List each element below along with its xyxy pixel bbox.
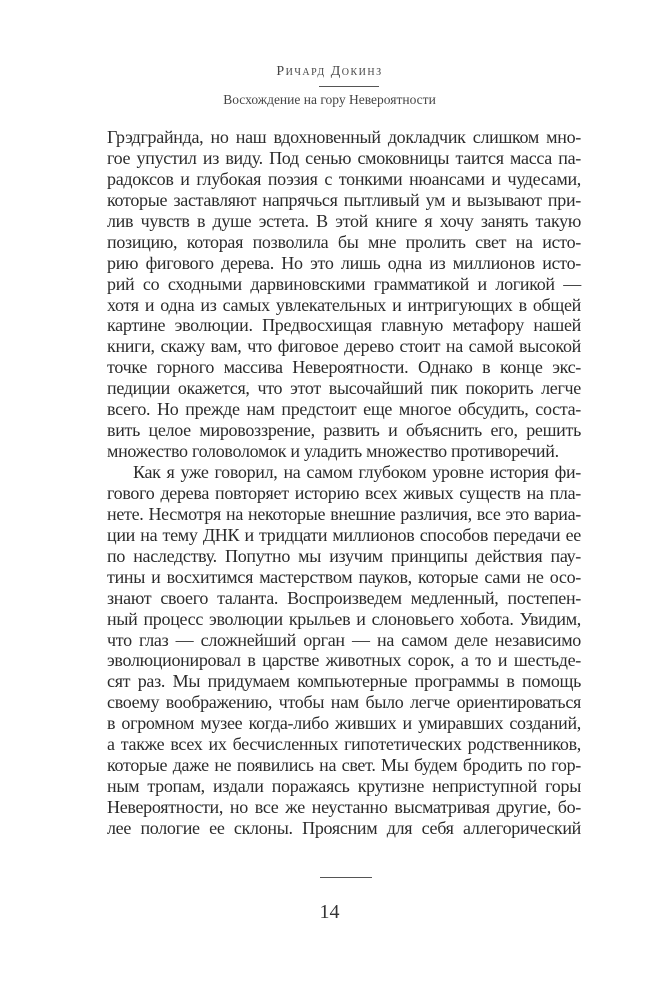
text-line: хотя и одна из самых увлекательных и интригующих в общей — [107, 294, 581, 315]
text-line: гового дерева повторяет историю всех живых существ на пла- — [107, 482, 581, 503]
running-header-author: Ричард Докинз — [276, 64, 383, 79]
text-line: радоксов и глубокая поэзия с тонкими нюансами и чудесами, — [107, 168, 581, 189]
text-line: гое упустил из виду. Под сенью смоковницы таится масса па- — [107, 147, 581, 168]
running-header-book-title: Восхождение на гору Невероятности — [223, 92, 436, 107]
text-line: рию фигового дерева. Но это лишь одна из миллионов исто- — [107, 252, 581, 273]
paragraph — [107, 127, 581, 462]
text-line: которые даже не появились на свет. Мы будем бродить по гор- — [107, 755, 581, 776]
text-line: эволюционировал в царстве животных сорок, а то и шестьде- — [107, 650, 581, 671]
text-line: картине эволюции. Предвосхищая главную метафору нашей — [107, 315, 581, 336]
text-line: ный процесс эволюции крыльев и слоновьего хобота. Увидим, — [107, 608, 581, 629]
paragraph — [107, 462, 581, 839]
text-line: педиции окажется, что этот высочайший пик покорить легче — [107, 378, 581, 399]
text-line: всего. Но прежде нам предстоит еще многое обсудить, соста- — [107, 399, 581, 420]
text-line: своему воображению, чтобы нам было легче ориентироваться — [107, 692, 581, 713]
text-line: Как я уже говорил, на самом глубоком уровне история фи- — [133, 462, 581, 482]
text-line: вить целое мировоззрение, развить и объяснить его, решить — [107, 420, 581, 441]
text-line: что глаз — сложнейший орган — на самом деле независимо — [107, 629, 581, 650]
page-number: 14 — [319, 901, 340, 923]
text-line: лее пологие ее склоны. Проясним для себя аллегорический — [107, 817, 581, 838]
text-line: знают своего таланта. Воспроизведем медленный, постепен- — [107, 587, 581, 608]
body-text — [107, 127, 581, 839]
text-line: точке горного массива Невероятности. Однако в конце экс- — [107, 357, 581, 378]
text-line: рий со сходными дарвиновскими грамматикой и логикой — — [107, 273, 581, 294]
text-line: позицию, которая позволила бы мне пролить свет на исто- — [107, 231, 581, 252]
text-line: в огромном музее когда-либо живших и умиравших созданий, — [107, 713, 581, 734]
text-line: которые заставляют напрячься пытливый ум и вызывают при- — [107, 189, 581, 210]
text-line: Невероятности, но все же неустанно высматривая другие, бо- — [107, 797, 581, 817]
footer-divider — [320, 877, 372, 878]
text-line: а также всех их бесчисленных гипотетических родственников, — [107, 734, 581, 755]
text-line: тины и восхитимся мастерством пауков, которые сами не осо- — [107, 566, 581, 587]
text-line: по наследству. Попутно мы изучим принципы действия пау- — [107, 545, 581, 566]
text-line: Грэдграйнда, но наш вдохновенный докладчик слишком мно- — [107, 127, 581, 147]
text-line: лив чувств в душе эстета. В этой книге я хочу занять такую — [107, 210, 581, 231]
text-line: сят раз. Мы придумаем компьютерные программы в помощь — [107, 671, 581, 692]
header-divider — [319, 86, 379, 87]
text-line: нете. Несмотря на некоторые внешние различия, все это вариа- — [107, 503, 581, 524]
text-line: ным тропам, издали поражаясь крутизне неприступной горы — [107, 776, 581, 797]
text-line: ции на тему ДНК и тридцати миллионов способов передачи ее — [107, 524, 581, 545]
text-line: книги, скажу вам, что фиговое дерево стоит на самой высокой — [107, 336, 581, 357]
text-line: множество головоломок и уладить множество противоречий. — [107, 441, 559, 462]
